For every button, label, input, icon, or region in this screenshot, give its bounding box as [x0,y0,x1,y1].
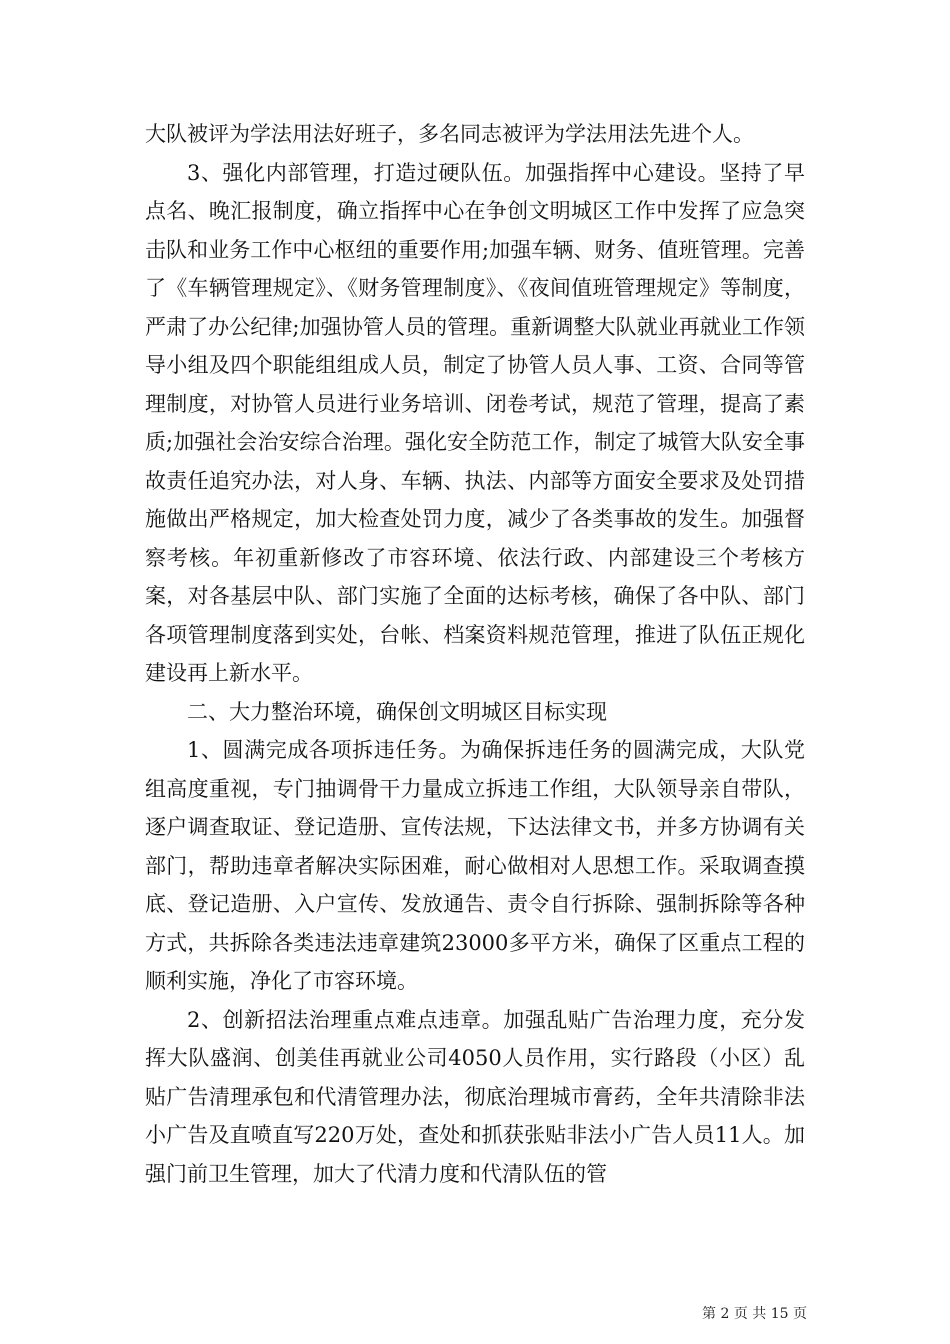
document-body [145,115,805,1193]
paragraph-demolition-tasks: 1、圆满完成各项拆违任务。为确保拆违任务的圆满完成，大队党组高度重视，专门抽调骨干力量成立拆违工作组，大队领导亲自带队，逐户调查取证、登记造册、宣传法规，下达法律文书，并多方协调有关部门，帮助违章者解决实际困难，耐心做相对人思想工作。采取调查摸底、登记造册、入户宣传、发放通告、责令自行拆除、强制拆除等各种方式，共拆除各类违法违章建筑23000多平方米，确保了区重点工程的顺利实施，净化了市容环境。 [145,738,805,993]
paragraph-continuation: 大队被评为学法用法好班子，多名同志被评为学法用法先进个人。 [145,122,754,146]
section-heading-environment: 二、大力整治环境，确保创文明城区目标实现 [187,699,607,724]
paragraph-internal-management: 3、强化内部管理，打造过硬队伍。加强指挥中心建设。坚持了早点名、晚汇报制度，确立指挥中心在争创文明城区工作中发挥了应急突击队和业务工作中心枢纽的重要作用;加强车辆、财务、值班管理。完善了《车辆管理规定》、《财务管理制度》、《夜间值班管理规定》等制度，严肃了办公纪律;加强协管人员的管理。重新调整大队就业再就业工作领导小组及四个职能组组成人员，制定了协管人员人事、工资、合同等管理制度，对协管人员进行业务培训、闭卷考试，规范了管理，提高了素质;加强社会治安综合治理。强化安全防范工作，制定了城管大队安全事故责任追究办法，对人身、车辆、执法、内部等方面安全要求及处罚措施做出严格规定，加大检查处罚力度，减少了各类事故的发生。加强督察考核。年初重新修改了市容环境、依法行政、内部建设三个考核方案，对各基层中队、部门实施了全面的达标考核，确保了各中队、部门各项管理制度落到实处，台帐、档案资料规范管理，推进了队伍正规化建设再上新水平。 [145,160,805,685]
paragraph-violation-governance: 2、创新招法治理重点难点违章。加强乱贴广告治理力度，充分发挥大队盛润、创美佳再就业公司4050人员作用，实行路段（小区）乱贴广告清理承包和代清管理办法，彻底治理城市膏药，全年共清除非法小广告及直喷直写220万处，查处和抓获张贴非法小广告人员11人。加强门前卫生管理，加大了代清力度和代清队伍的管 [145,1007,805,1186]
page-number-footer: 第 2 页 共 15 页 [702,1306,807,1322]
